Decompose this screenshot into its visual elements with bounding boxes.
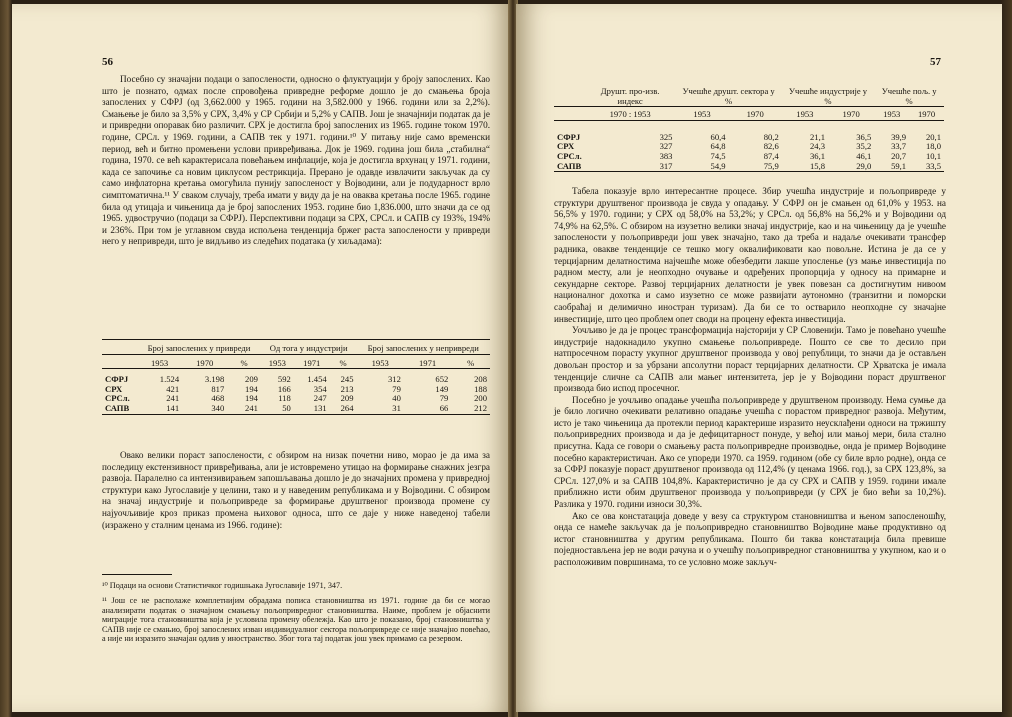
table-subheader: % [467, 357, 475, 368]
body-text [554, 186, 946, 569]
table-subheader: 1970 : 1953 [609, 109, 651, 120]
paragraph-text: Посебно је уочљиво опадање учешћа пољопривреде у друштвеном производу. Нема сумње да је било логично очекивати релативно опадање учешћа с порастом привредног развоја. Међутим, исто је тако чињеница да протекли период карактерише изразито неусклађени односи на тржишту пољопривредних производа и да је дефицитарност понуде, у већој или мањој мери, била стално присутна. Када се говори о смањењу раста пољопривредне производње, онда је пример Војводине посебно карактеристичан. Ако се упореди 1970. са 1959. годином (обе су биле врло родне), онда се за СФРЈ показује пораст друштвеног производа од 112,4% (у ценама 1966. год.), за СРХ 123,8%, за СРСл. 127,0% и за САПВ 104,8%. Карактеристично је да су СРХ и САПВ у 1959. години имале приближно исти обим друштвеног производа у пољопривреди (у СРХ је био већи за 10,2%). Разлика у 1970. години износи 30,3%. [554, 394, 946, 510]
table-subheader: 1953 [371, 357, 389, 368]
table-subheader: 1970 [842, 109, 860, 120]
table-header: Учешће индустрије у % [788, 86, 868, 106]
table-subheader: 1953 [796, 109, 814, 120]
right-page [516, 4, 1002, 712]
table-row: САПВ 141 340 241 50 131 264 31 66 212 [105, 402, 487, 413]
page-number: 56 [102, 56, 113, 68]
page-number: 57 [930, 56, 941, 68]
table-row: СРХ 421 817 194 166 354 213 79 149 188 [105, 383, 487, 394]
footnote-divider [102, 574, 172, 575]
table-row: САПВ 317 54,9 75,9 15,8 29,0 59,1 33,5 [557, 160, 941, 171]
table-row: СРХ 327 64,8 82,6 24,3 35,2 33,7 18,0 [557, 141, 941, 152]
table-subheader: 1971 [419, 357, 437, 368]
table-row: СРСл. 383 74,5 87,4 36,1 46,1 20,7 10,1 [557, 150, 941, 161]
table-subheader: 1970 [196, 357, 214, 368]
left-page [12, 4, 511, 712]
table-subheader: % [240, 357, 248, 368]
footnote-11: ¹¹ Још се не располаже комплетнијим обрадама пописа становништва из 1971. године да би се могао анализирати податак о значајном смањењу пољопривредног становништва. Наиме, проблем је објаснити миграције тога становништва која је условила промену обележја. Као што је показано, број становништва у САПВ није се смањио, број запослених изван индивидуалног сектора пољопривреде се није значајно повећао, а није ни изразито значајан одлив у иностранство. Због тога тај податак још увек примамо са резервом. [102, 596, 490, 644]
table-header: Учешће друшт. сектора у % [682, 86, 775, 106]
table-subheader: % [339, 357, 347, 368]
table-subheader: 1953 [883, 109, 901, 120]
paragraph-text: Уочљиво је да је процес трансформација најсторији у СР Словенији. Тамо је повећано учешће индустрије надокнадило укупно смањење пољопривреде. Пошто се све то десило при натпросечном порасту укупног друштвеног производа у овој републици, то значи да је остављен довољан простор и за убрзани апсолутни пораст терцијарних делатности. СР Хрватска је имала тенденције сличне са САПВ али мањег интензитета, јер је у Војводини пораст друштвеног производа био испод просечног. [554, 325, 946, 394]
table-header: Друшт. про-изв. индекс [600, 86, 660, 106]
table-subheader: 1953 [693, 109, 711, 120]
table-row: СФРЈ 325 60,4 80,2 21,1 36,5 39,9 20,1 [557, 131, 941, 142]
table-group-header: Од тога у индустрији [269, 343, 348, 353]
paragraph-text: Табела показује врло интересантне процесе. Збир учешћа индустрије и пољопривреде у структури друштвеног производа је свуда у опадању. У СФРЈ он је смањен од 61,0% у 1953. на 56,5% у 1970. години; у СРХ од 58,0% на 53,2%; у СРСл. од 56,8% на 56,2% и у Војводини од 74,9% на 62,5%. С обзиром на изузетно велики значај индустрије, као и на чињеницу да је учешће запослености у пољопривреди још увек значајно, тако да треба и надаље очекивати трансфер радника, овакве тенденције се тешко могу оквалификовати као повољне. Истина је да се у терцијарним делатностима најчешће може обезбедити лакше упосленье (уз мање инвестиција по радном месту, али је неопходно очување и одређених пропорција у односу на примарне и секундарне секторе. Развој терцијарних делатности је увек повезан са достигнутим нивоом националног дохотка и само изузетно се може развијати аутономно (транзитни и поморски саобраћај и делимично иностран туризам). Да би се то остварило неопходне су значајне инвестиције, што цео проблем опет своди на процену ефекта инвестиција. [554, 186, 946, 324]
table-group-header: Број запослених у непривреди [367, 343, 479, 353]
table-subheader: 1971 [303, 357, 321, 368]
table-row: СРСл. 241 468 194 118 247 209 40 79 200 [105, 393, 487, 404]
table-subheader: 1970 [917, 109, 936, 120]
paragraph-text: Посебно су значајни подаци о запослености, односно о флуктуацији у броју запослених. Као што је познато, одмах после спровођења привредне реформе дошло је до смањења броја запослених у СФРЈ (од 3,662.000 у 1965. години на 3,582.000 у 1966. години или за 2,2%). Смањење је било за 3,5% у СРХ, 3,4% у СР Србији и 5,2% у САПВ. Још је значајнији податак да је и привредни опоравак био различит. СРХ је достигла број запослених из 1965. године током 1970. године, СРСл. у 1969. години, а САПВ тек у 1971. години.¹⁰ У питању није само временски период, већ и битно промењени услови привређивања. Док је 1969. година још била „стабилна“ година, 1970. се већ карактерисала повећањем инфлације, која је достигла врхунац у 1971. години, када се започиње са новим циклусом рестрикција. Прерано је одавде извлачити закључак да су само инфлаторна кретања омогућила пунију запосленост у Војводини, али је подударност врло симптоматична.¹¹ У сваком случају, треба имати у виду да је на оваква кретања после 1965. године била од утицаја и чињеница да је број запослених 1953. године био 1,836.000, што значи да се од 1965. удвостручио (подаци за СФРЈ). Перспективни подаци за СРХ, СРСл. и САПВ су 193%, 194% и 236%. При том је углавном свуда испољена тенденција бржег раста запослености у привреди него у непривреди, што је видљиво из следећих података (у хиљадама): [102, 74, 490, 247]
table-group-header: Број запослених у привреди [147, 343, 251, 353]
table-subheader: 1953 [150, 357, 169, 368]
body-paragraph [102, 450, 490, 531]
structure-table [554, 87, 944, 174]
paragraph-text: Овако велики пораст запослености, с обзиром на низак почетни ниво, морао је да има за последицу екстензивност привређивања, али је истовремено утицао на формирање снажних језгра развоја. Паралелно са интензивирањем запошљавања дошло је до значајних промена у привредној структури како Југославије у целини, тако и у наведеним републикама и у Војводини. С обзиром на значај индустрије и пољопривреде за формирање друштвеног производа промене су најуочљивије кроз приказ промена њиховог односа, што се даје у ниже наведеној табели (изражено у сталним ценама из 1966. године): [102, 450, 490, 530]
footnote-10: ¹⁰ Подаци на основи Статистичког годишњака Југославије 1971, 347. [102, 581, 343, 590]
body-paragraph [102, 74, 490, 248]
table-header: Учешће пољ. у % [881, 86, 937, 106]
table-subheader: 1970 [746, 109, 764, 120]
employment-table [102, 339, 490, 417]
table-subheader: 1953 [268, 357, 286, 368]
paragraph-text: Ако се ова констатација доведе у везу са структуром становништва и њеном запосленошћу, онда се намеће закључак да је пољопривредно становништво Војводине мање продуктивно од истог становништва у другим републикама. Пошто би таква констатација била превише поједностављена јер не води рачуна и о учешћу пољопривредног становништва у укупном, као и о расположивим површинама, то се условно може закључ- [554, 510, 946, 567]
table-row: СФРЈ 1.524 3.198 209 592 1.454 245 312 652 208 [105, 374, 487, 385]
